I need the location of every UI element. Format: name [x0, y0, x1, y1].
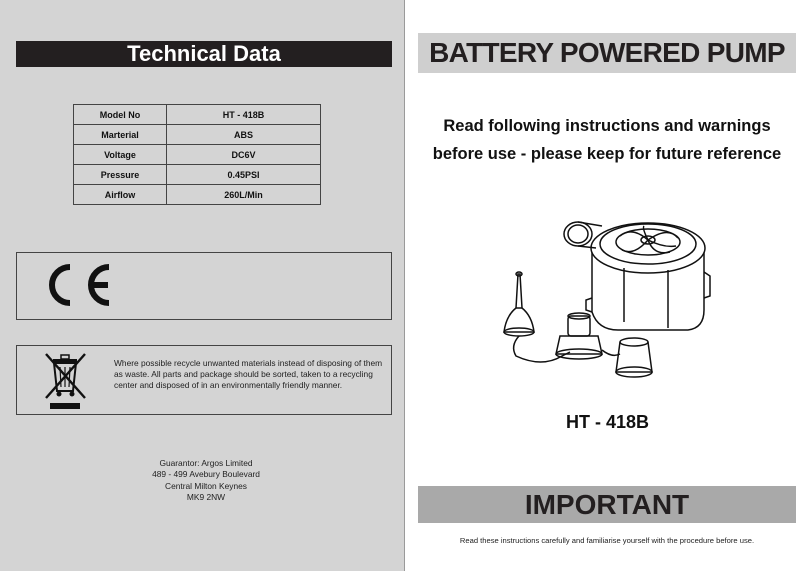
spec-label: Voltage [74, 145, 167, 165]
spec-label: Airflow [74, 185, 167, 205]
table-row [74, 125, 321, 145]
spec-label: Model No [74, 105, 167, 125]
ce-marking-box [16, 252, 392, 320]
table-row [74, 105, 321, 125]
pump-illustration [492, 212, 717, 387]
spec-table [73, 104, 321, 205]
spec-label: Pressure [74, 165, 167, 185]
table-row [74, 145, 321, 165]
recycling-notice-box [16, 345, 392, 415]
important-banner: IMPORTANT [418, 486, 796, 523]
instructions-line-1: Read following instructions and warnings [443, 117, 771, 135]
instructions-line-2: before use - please keep for future reference [432, 145, 782, 163]
spec-value: 260L/Min [167, 185, 321, 205]
model-number: HT - 418B [565, 412, 650, 432]
technical-data-header: Technical Data [16, 41, 392, 67]
guarantor-address [106, 458, 306, 503]
guarantor-line: Guarantor: Argos Limited [159, 458, 253, 468]
recycling-notice-text: Where possible recycle unwanted materials instead of disposing of them as waste. All parts and package should be sorted, taken to a recycling center and disposed of in an environmentally friendly manner. [114, 358, 383, 390]
important-footnote: Read these instructions carefully and familiarise yourself with the procedure before use. [459, 536, 755, 545]
guarantor-line: MK9 2NW [186, 491, 226, 502]
spec-value: ABS [167, 125, 321, 145]
spec-value: 0.45PSI [167, 165, 321, 185]
spec-label: Marterial [74, 125, 167, 145]
product-title: BATTERY POWERED PUMP [418, 33, 796, 73]
table-row [74, 185, 321, 205]
ce-mark-icon [37, 262, 117, 308]
guarantor-line: 489 - 499 Avebury Boulevard [152, 469, 260, 480]
crossed-out-wheelie-bin-icon [41, 350, 91, 412]
spec-value: HT - 418B [167, 105, 321, 125]
guarantor-line: Central Milton Keynes [165, 480, 247, 491]
table-row [74, 165, 321, 185]
spec-value: DC6V [167, 145, 321, 165]
